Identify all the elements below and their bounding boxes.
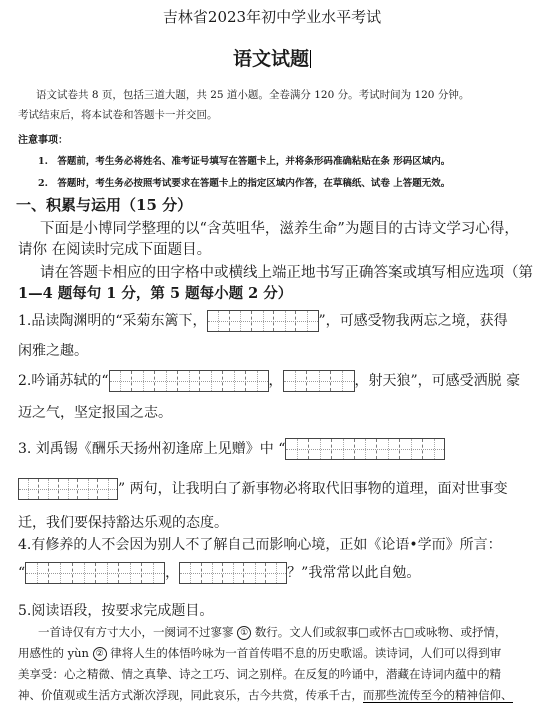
passage-line-4: [18, 687, 513, 703]
q2-answer-grid-2[interactable]: [283, 370, 355, 392]
notice-heading: 注意事项：: [18, 135, 68, 146]
section-1-heading: 一、积累与运用（15 分）: [16, 196, 193, 214]
q3-answer-grid-2[interactable]: [18, 478, 118, 500]
q3-line-3: 迁，我们要保持豁达乐观的态度。: [18, 515, 228, 531]
text-cursor: [310, 50, 311, 68]
notice-item-1: 1. 答题前，考生务必将姓名、准考证号填写在答题卡上，并将条形码准确粘贴在条 形码区域内。: [38, 156, 451, 167]
section-1-lead-3: 请在答题卡相应的田字格中或横线上端正地书写正确答案或填写相应选项（第: [40, 265, 533, 281]
q3-answer-grid-1[interactable]: [285, 438, 445, 460]
passage-1a: 一首诗仅有方寸大小，一阕词不过寥寥: [38, 625, 234, 639]
section-1-lead-1: 下面是小博同学整理的以“含英咀华，滋养生命”为题目的古诗文学习心得，: [40, 221, 519, 237]
q4-separator: ，: [165, 565, 180, 581]
q2-prefix: 2.吟诵苏轼的“: [18, 373, 109, 389]
q4-prefix: “: [18, 565, 26, 581]
notice-item-2: 2. 答题时，考生务必按照考试要求在答题卡上的指定区域内作答，在草稿纸、试卷 上答题无效。: [38, 178, 451, 189]
q1-suffix: ”，可感受物我两忘之境，获得: [318, 313, 508, 329]
exam-title-text: 语文试题: [232, 48, 309, 70]
q3-suffix: ” 两句，让我明白了新事物必将取代旧事物的道理，面对世事变: [118, 481, 508, 497]
blank-1-marker: ①: [237, 626, 251, 640]
q4-answer-grid-1[interactable]: [25, 562, 165, 584]
q1-prefix: 1.品读陶渊明的“采菊东篱下，: [18, 313, 207, 329]
intro-line-2: 考试结束后，将本试卷和答题卡一并交回。: [18, 109, 218, 121]
exam-title: [0, 44, 544, 71]
question-3-line-2: [18, 478, 508, 500]
passage-line-1: [38, 624, 507, 640]
passage-2a: 用感性的 yùn: [18, 646, 89, 660]
section-1-lead-4: 1—4 题每句 1 分，第 5 题每小题 2 分）: [18, 285, 293, 302]
blank-2-marker: ②: [93, 647, 107, 661]
q2-answer-grid-1[interactable]: [109, 370, 269, 392]
q2-line-2: 迈之气，坚定报国之志。: [18, 405, 172, 421]
question-4-line-2: [18, 562, 420, 584]
q1-answer-grid[interactable]: [207, 310, 319, 332]
passage-2b: 律将人生的体悟吟咏为一首首传唱不息的历史歌谣。读诗词，人们可以得到审: [110, 646, 502, 660]
q1-line-2: 闲雅之趣。: [18, 343, 88, 359]
question-3: [18, 438, 445, 460]
passage-4b-underlined: 而那些流传至今的精神信仰、: [363, 688, 513, 702]
exam-header: 吉林省2023年初中学业水平考试: [162, 8, 382, 26]
intro-line-1: 语文试卷共 8 页，包括三道大题，共 25 道小题。全卷满分 120 分。考试时间为 120 分钟。: [36, 89, 470, 101]
q3-prefix: 3. 刘禹锡《酬乐天扬州初逢席上见赠》中 “: [18, 441, 286, 457]
passage-4a: 神、价值观或生活方式渐次浮现，同此哀乐，古今共赏，传承千古，: [18, 688, 363, 702]
question-4: 4.有修养的人不会因为别人不了解自己而影响心境，正如《论语•学而》所言：: [18, 537, 502, 553]
q2-separator: ，: [268, 373, 283, 389]
q2-suffix: ，射天狼”，可感受洒脱 豪: [354, 373, 521, 389]
q4-answer-grid-2[interactable]: [179, 562, 287, 584]
question-5-heading: 5.阅读语段，按要求完成题目。: [18, 603, 214, 619]
question-2: [18, 370, 520, 392]
passage-line-2: [18, 645, 501, 661]
passage-1b: 数行。文人们或叙事□或怀古□或咏物、或抒情，: [254, 625, 507, 639]
q4-suffix: ？”我常常以此自勉。: [287, 565, 421, 581]
passage-line-3: 美享受：心之精微、情之真挚、诗之工巧、词之别样。在反复的吟诵中，潜藏在诗词内蕴中的精: [18, 667, 501, 681]
question-1: [18, 310, 508, 332]
section-1-lead-2: 请你 在阅读时完成下面题目。: [18, 242, 212, 258]
